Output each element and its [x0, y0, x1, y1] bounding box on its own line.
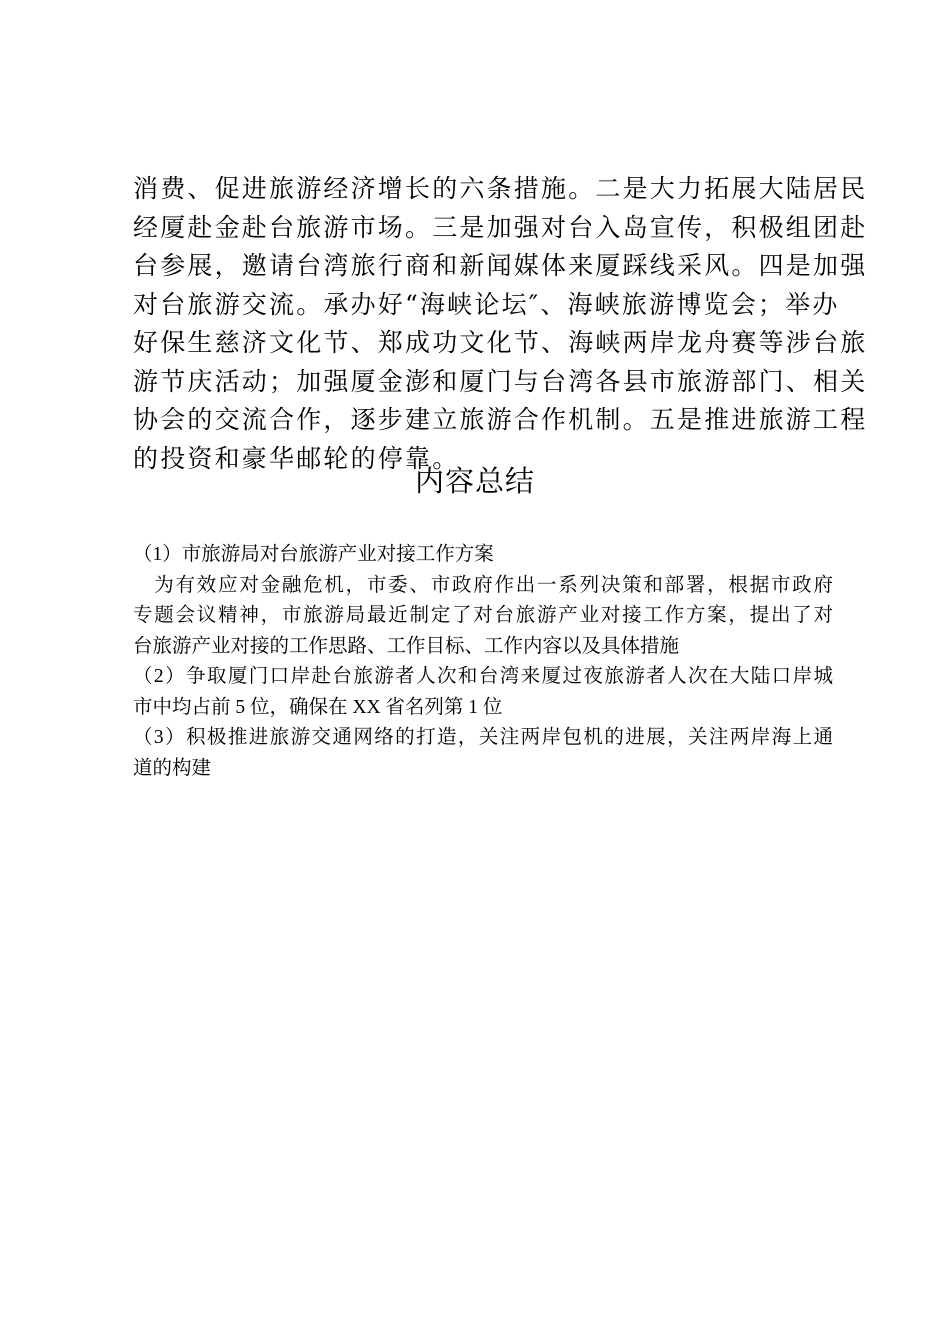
- summary-line: （2）争取厦门口岸赴台旅游者人次和台湾来厦过夜旅游者人次在大陆口岸城: [133, 666, 833, 687]
- paragraph-line: 协会的交流合作，逐步建立旅游合作机制。五是推进旅游工程: [133, 405, 868, 434]
- summary-line: 道的构建: [133, 757, 212, 779]
- paragraph-line: 台参展，邀请台湾旅行商和新闻媒体来厦踩线采风。四是加强: [133, 251, 868, 280]
- paragraph-line: 好保生慈济文化节、郑成功文化节、海峡两岸龙舟赛等涉台旅: [133, 328, 868, 357]
- summary-line: （1）市旅游局对台旅游产业对接工作方案: [133, 544, 494, 565]
- summary-line: 台旅游产业对接的工作思路、工作目标、工作内容以及具体措施: [133, 635, 680, 657]
- summary-title: 内容总结: [414, 464, 535, 498]
- paragraph-line: 游节庆活动；加强厦金澎和厦门与台湾各县市旅游部门、相关: [133, 366, 868, 396]
- summary-line: （3）积极推进旅游交通网络的打造，关注两岸包机的进展，关注两岸海上通: [133, 727, 833, 748]
- paragraph-line: 对台旅游交流。承办好“海峡论坛″、海峡旅游博览会；举办: [133, 289, 840, 319]
- body-paragraph: [133, 170, 868, 478]
- summary-section: [133, 540, 833, 784]
- paragraph-line: 消费、促进旅游经济增长的六条措施。二是大力拓展大陆居民: [133, 174, 868, 203]
- paragraph-line: 的投资和豪华邮轮的停靠。: [133, 443, 460, 473]
- paragraph-line: 经厦赴金赴台旅游市场。三是加强对台入岛宣传，积极组团赴: [133, 212, 868, 242]
- summary-line: 为有效应对金融危机，市委、市政府作出一系列决策和部署，根据市政府: [133, 574, 833, 596]
- summary-line: 专题会议精神，市旅游局最近制定了对台旅游产业对接工作方案，提出了对: [133, 605, 833, 626]
- summary-line: 市中均占前 5 位，确保在 XX 省名列第 1 位: [133, 696, 503, 718]
